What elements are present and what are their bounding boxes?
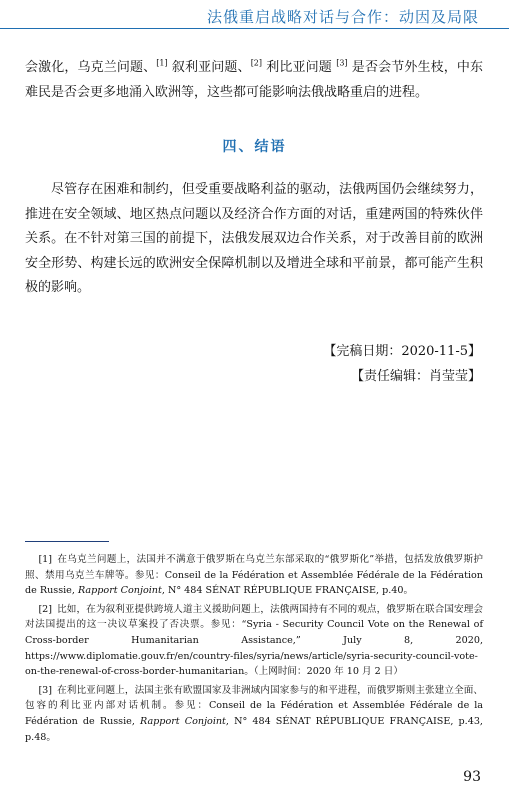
footnote-text: 在利比亚问题上，法国主张有欧盟国家及非洲域内国家参与的和平进程，而俄罗斯则主张建立全面、包容的利比亚内部对话机制。参见：Conseil de la Fédération et Assemblée Fédérale de la Fédération de Russie, (25, 684, 483, 727)
page-number: 93 (463, 769, 481, 785)
section-heading: 四、结语 (222, 139, 287, 155)
footnote-text: , N° 484 SÉNAT RÉPUBLIQUE FRANÇAISE, p.40。 (161, 585, 414, 597)
running-header-title: 法俄重启战略对话与合作：动因及局限 (206, 8, 479, 26)
paragraph-text: 利比亚问题 (262, 60, 337, 75)
footnote-number: [2] (38, 603, 53, 615)
footnote-2 (25, 602, 483, 680)
footnote-separator (25, 541, 109, 542)
responsible-editor: 【责任编辑：肖莹莹】 (350, 369, 481, 384)
footnotes (25, 552, 483, 748)
completion-date: 【完稿日期：2020-11-5】 (323, 344, 481, 359)
footnote-1 (25, 552, 483, 599)
footnote-italic-title: Rapport Conjoint (140, 715, 226, 727)
conclusion-paragraph: 尽管存在困难和制约，但受重要战略利益的驱动，法俄两国仍会继续努力，推进在安全领域、地区热点问题以及经济合作方面的对话，重建两国的特殊伙伴关系。在不针对第三国的前提下，法俄发展双边合作关系，对于改善目前的欧洲安全形势、构建长远的欧洲安全保障机制以及增进全球和平前景，都可能产生积极的影响。 (25, 182, 483, 295)
footnote-ref-3[interactable]: [3] (336, 58, 348, 68)
paragraph-text: 叙利亚问题、 (167, 60, 251, 75)
running-header (0, 0, 509, 32)
footnote-italic-title: Rapport Conjoint (77, 585, 162, 597)
footnote-text: 在乌克兰问题上，法国并不满意于俄罗斯在乌克兰东部采取的“俄罗斯化”举措，包括发放俄罗斯护照、禁用乌克兰车牌等。参见：Conseil de la Fédération et Assemblée Fédérale de la Fédération de Russie, (25, 554, 483, 597)
footnote-number: [1] (38, 554, 53, 565)
footnote-number: [3] (38, 684, 53, 696)
footnote-ref-1[interactable]: [1] (156, 58, 168, 68)
paragraph-text: 是否会节外生枝，中东难民是否会更多地涌入欧洲等，这些都可能影响法俄战略重启的进程。 (25, 60, 483, 100)
footnote-text: , N° 484 SÉNAT RÉPUBLIQUE FRANÇAISE, p.43, p.48。 (25, 715, 483, 743)
paragraph-continued (25, 56, 483, 105)
footnote-3 (25, 683, 483, 745)
footnote-ref-2[interactable]: [2] (250, 58, 263, 68)
header-rule (0, 28, 509, 29)
paragraph-text: 会激化，乌克兰问题、 (25, 60, 157, 75)
footnote-text: 比如，在为叙利亚提供跨境人道主义援助问题上，法俄两国持有不同的观点，俄罗斯在联合国安理会对法国提出的这一决议草案投了否决票。参见：“Syria - Security Council Vote on the Renewal of Cross-border Humanitarian Assistance,” July 8, 2020, https://www.diplomatie.gouv.fr/en/country-files/syria/news/article/syria-security-council-vote-on-the-renewal-of-cross-border-humanitarian。（上网时间：2020 年 10 月 2 日） (25, 603, 483, 678)
